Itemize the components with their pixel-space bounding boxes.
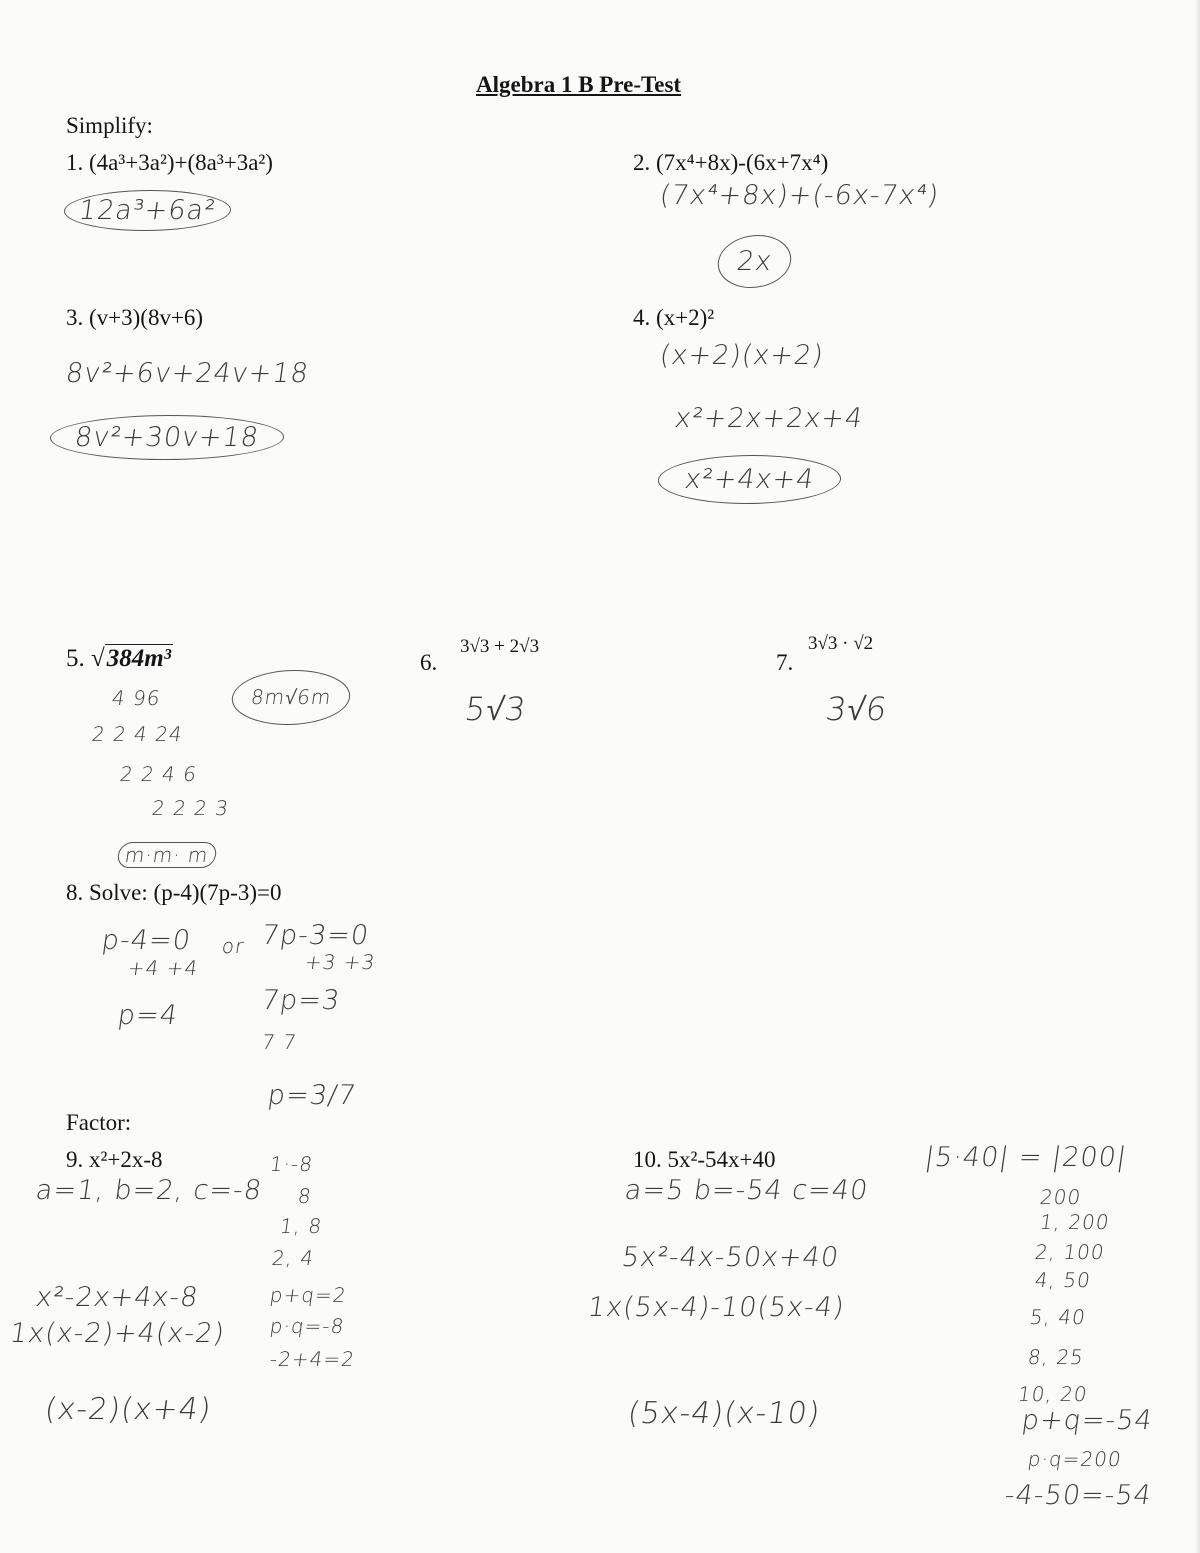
problem-10-side-8: 10, 20 <box>1016 1382 1090 1406</box>
section-factor: Factor: <box>66 1110 132 1135</box>
problem-4-work-1: (x+2)(x+2) <box>657 340 826 371</box>
problem-8-eq-1: p-4=0 <box>99 925 194 956</box>
factor-tree-row-2: 2 2 4 24 <box>90 722 185 746</box>
problem-3-answer: 8v²+30v+18 <box>47 415 287 460</box>
problem-10-side-4: 2, 100 <box>1033 1240 1107 1264</box>
problem-8-eq-2: 7p-3=0 <box>259 920 372 951</box>
factor-tree-row-1: 4 96 <box>110 686 163 710</box>
scan-edge <box>1194 0 1200 1553</box>
problem-10-side-2: 200 <box>1038 1185 1083 1209</box>
problem-5-number: 5. <box>66 645 85 672</box>
problem-10-side-1: |5·40| = |200| <box>922 1142 1130 1173</box>
problem-10-answer: (5x-4)(x-10) <box>625 1396 823 1431</box>
page-title: Algebra 1 B Pre-Test <box>476 72 682 97</box>
problem-4-work-2: x²+2x+2x+4 <box>672 403 866 434</box>
problem-10-side-3: 1, 200 <box>1038 1210 1112 1234</box>
problem-10-side-11: -4-50=-54 <box>1002 1480 1154 1511</box>
problem-7-answer: 3√6 <box>823 690 890 728</box>
problem-10-side-6: 5, 40 <box>1028 1305 1088 1329</box>
section-simplify: Simplify: <box>66 113 153 138</box>
problem-5-radicand: 384m³ <box>106 645 172 672</box>
problem-4-prompt: 4. (x+2)² <box>633 305 715 330</box>
problem-9-side-5: p+q=2 <box>268 1283 349 1307</box>
problem-8-solution-1: p=4 <box>115 1000 181 1031</box>
problem-9-side-3: 1, 8 <box>278 1214 324 1238</box>
problem-5-answer: 8m√6m <box>228 670 354 725</box>
factor-tree-row-3: 2 2 4 6 <box>118 762 199 786</box>
problem-9-side-4: 2, 4 <box>270 1246 316 1270</box>
problem-8-or: or <box>220 934 247 958</box>
problem-5-prompt <box>66 645 173 673</box>
problem-8-step-1: +4 +4 <box>126 956 201 980</box>
problem-10-side-5: 4, 50 <box>1033 1268 1093 1292</box>
problem-8-step-2: +3 +3 <box>303 950 378 974</box>
problem-2-answer: 2x <box>714 235 795 288</box>
problem-2-prompt: 2. (7x⁴+8x)-(6x+7x⁴) <box>633 150 829 175</box>
problem-9-prompt: 9. x²+2x-8 <box>66 1147 163 1172</box>
problem-6-number: 6. <box>420 650 438 675</box>
problem-9-split: x²-2x+4x-8 <box>33 1282 201 1313</box>
problem-6-expression: 3√3 + 2√3 <box>460 636 540 657</box>
problem-3-work: 8v²+6v+24v+18 <box>63 358 311 389</box>
problem-9-coefficients: a=1, b=2, c=-8 <box>33 1175 265 1206</box>
problem-9-side-7: -2+4=2 <box>268 1347 357 1371</box>
problem-10-grouping: 1x(5x-4)-10(5x-4) <box>585 1292 847 1323</box>
problem-9-answer: (x-2)(x+4) <box>42 1392 214 1427</box>
problem-3-prompt: 3. (v+3)(8v+6) <box>66 305 204 330</box>
problem-9-side-1: 1·-8 <box>268 1152 315 1176</box>
problem-7-expression: 3√3 · √2 <box>808 633 874 654</box>
problem-9-side-2: 8 <box>296 1184 314 1208</box>
problem-8-solution-2: p=3/7 <box>265 1080 359 1111</box>
factor-tree-variables: m·m· m <box>116 842 217 868</box>
problem-9-side-6: p·q=-8 <box>268 1314 347 1338</box>
problem-9-grouping: 1x(x-2)+4(x-2) <box>7 1318 228 1349</box>
problem-4-answer: x²+4x+4 <box>655 455 845 504</box>
problem-10-prompt: 10. 5x²-54x+40 <box>633 1147 776 1172</box>
problem-10-coefficients: a=5 b=-54 c=40 <box>622 1175 871 1206</box>
problem-1-prompt: 1. (4a³+3a²)+(8a³+3a²) <box>66 150 273 175</box>
problem-8-prompt: 8. Solve: (p-4)(7p-3)=0 <box>66 880 282 905</box>
problem-10-side-10: p·q=200 <box>1026 1447 1124 1471</box>
problem-8-step-4: 7 7 <box>260 1030 299 1054</box>
problem-7-number: 7. <box>776 650 794 675</box>
problem-1-answer: 12a³+6a² <box>61 190 234 231</box>
problem-10-side-9: p+q=-54 <box>1019 1405 1155 1436</box>
problem-8-step-3: 7p=3 <box>259 985 343 1016</box>
problem-10-split: 5x²-4x-50x+40 <box>619 1242 842 1273</box>
radical-sign: √ <box>91 645 105 672</box>
factor-tree-row-4: 2 2 2 3 <box>150 796 231 820</box>
problem-2-work: (7x⁴+8x)+(-6x-7x⁴) <box>657 180 942 211</box>
problem-10-side-7: 8, 25 <box>1026 1345 1086 1369</box>
problem-6-answer: 5√3 <box>462 690 529 728</box>
